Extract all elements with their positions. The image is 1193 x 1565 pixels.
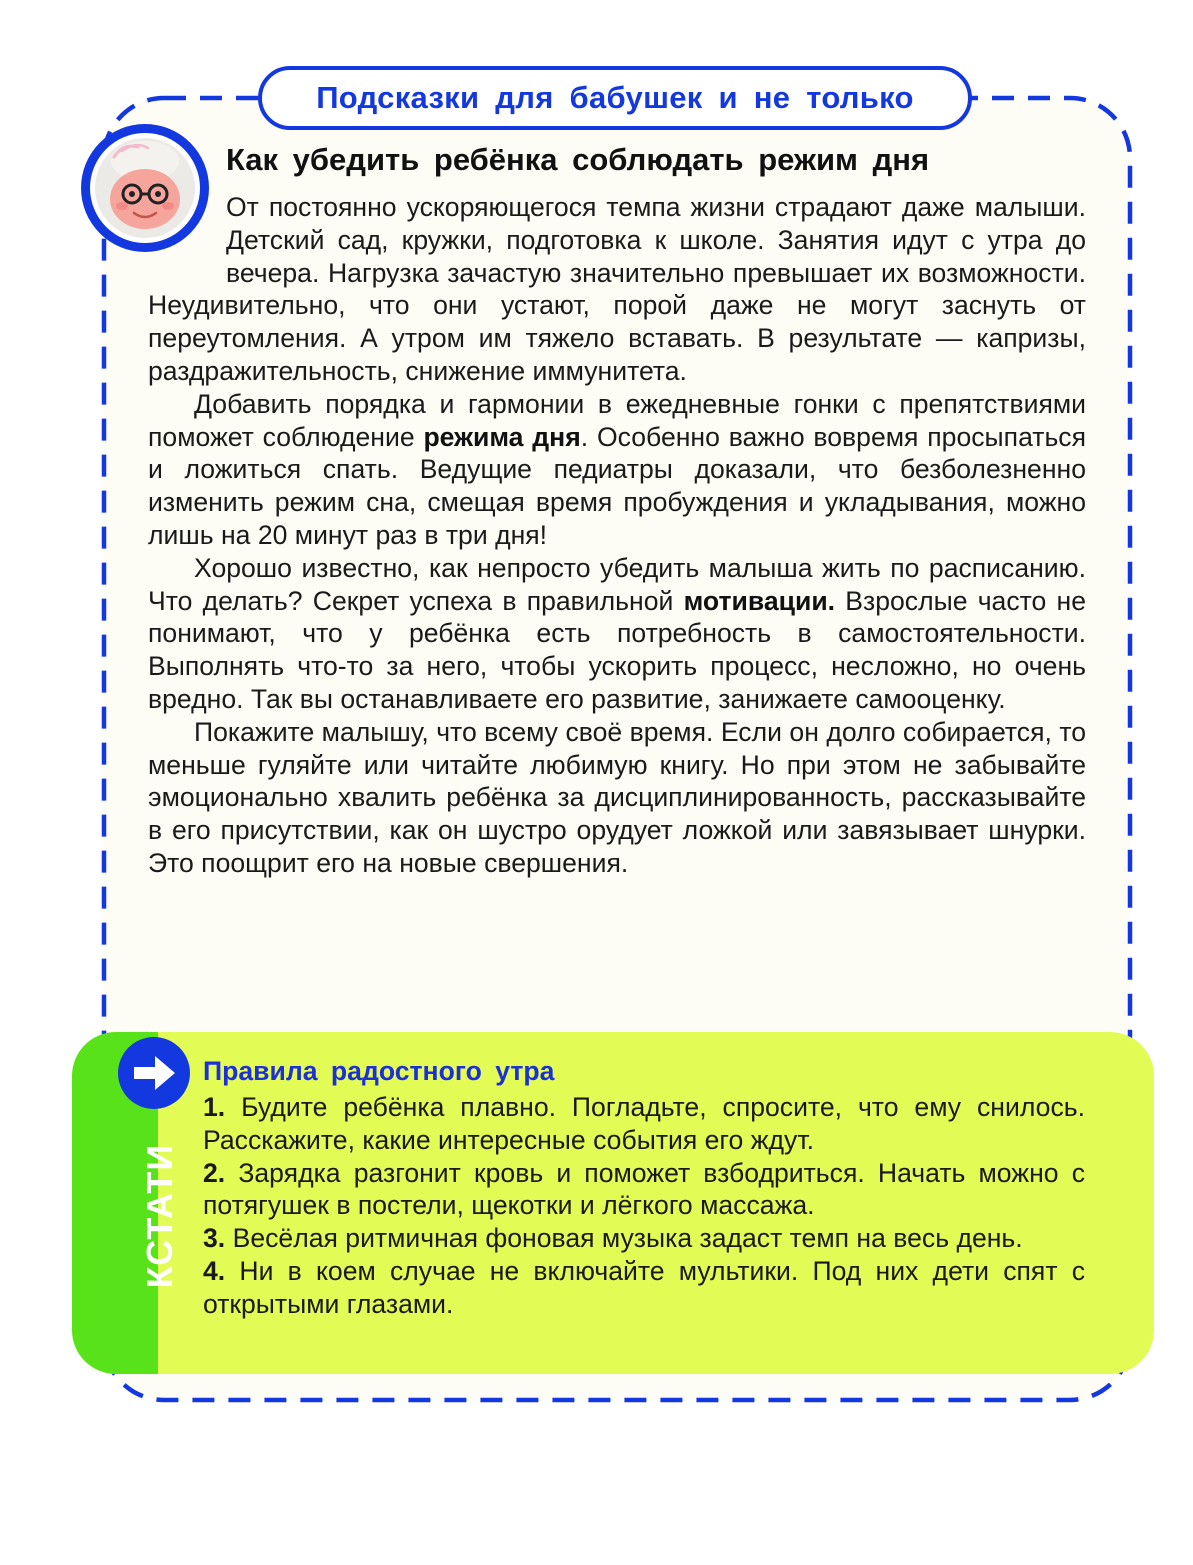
bold-term-daily-routine: режима дня — [423, 421, 581, 452]
paragraph-2: Добавить порядка и гармонии в ежедневные гонки с препятствиями поможет соблюдение режима дня. Особенно важно вовремя просыпаться и ложиться спать. Ведущие педиатры доказали, что безболезненно изменить режим сна, смещая время пробуждения и укладывания, можно лишь на 20 минут раз в три дня! — [148, 388, 1087, 550]
rule-item: 1. Будите ребёнка плавно. Погладьте, спросите, что ему снилось. Расскажите, какие интересные события его ждут. — [203, 1092, 1085, 1155]
article-title: Как убедить ребёнка соблюдать режим дня — [226, 142, 930, 177]
kstati-label: КСТАТИ — [139, 1143, 180, 1289]
rule-item: 3. Весёлая ритмичная фоновая музыка задаст темп на весь день. — [203, 1223, 1023, 1254]
article-body — [148, 191, 1086, 880]
paragraph-4: Покажите малышу, что всему своё время. Если он долго собирается, то меньше гуляйте или читайте любимую книгу. Но при этом не забывайте эмоционально хвалить ребёнка за дисциплинированность, рассказывайте в его присутствии, как он шустро орудует ложкой или завязывает шнурки. Это поощрит его на новые свершения. — [148, 716, 1086, 878]
header-pill — [258, 66, 972, 130]
header-title: Подсказки для бабушек и не только — [316, 80, 914, 115]
paragraph-3: Хорошо известно, как непросто убедить малыша жить по расписанию. Что делать? Секрет успеха в правильной мотивации. Взрослые часто не понимают, что у ребёнка есть потребность в самостоятельности. Выполнять что-то за него, чтобы ускорить процесс, несложно, но очень вредно. Так вы останавливаете его развитие, занижаете самооценку. — [148, 552, 1086, 714]
rule-item: 2. Зарядка разгонит кровь и поможет взбодриться. Начать можно с потягушек в постели, щекотки и лёгкого массажа. — [203, 1157, 1085, 1221]
rule-item: 4. Ни в коем случае не включайте мультики. Под них дети спят с открытыми глазами. — [203, 1255, 1085, 1319]
rules-title: Правила радостного утра — [203, 1056, 555, 1086]
bold-term-motivation: мотивации. — [683, 585, 836, 616]
rules-list — [203, 1091, 1085, 1321]
arrow-right-icon — [117, 1036, 191, 1110]
paragraph-1: От постоянно ускоряющегося темпа жизни страдают даже малыши. Детский сад, кружки, подготовка к школе. Занятия идут с утра до вечера. Нагрузка зачастую значительно превышает их возможности. Неудивительно, что они устают, порой даже не могут заснуть от переутомления. А утром им тяжело вставать. В результате — капризы, раздражительность, снижение иммунитета. — [148, 192, 1086, 386]
